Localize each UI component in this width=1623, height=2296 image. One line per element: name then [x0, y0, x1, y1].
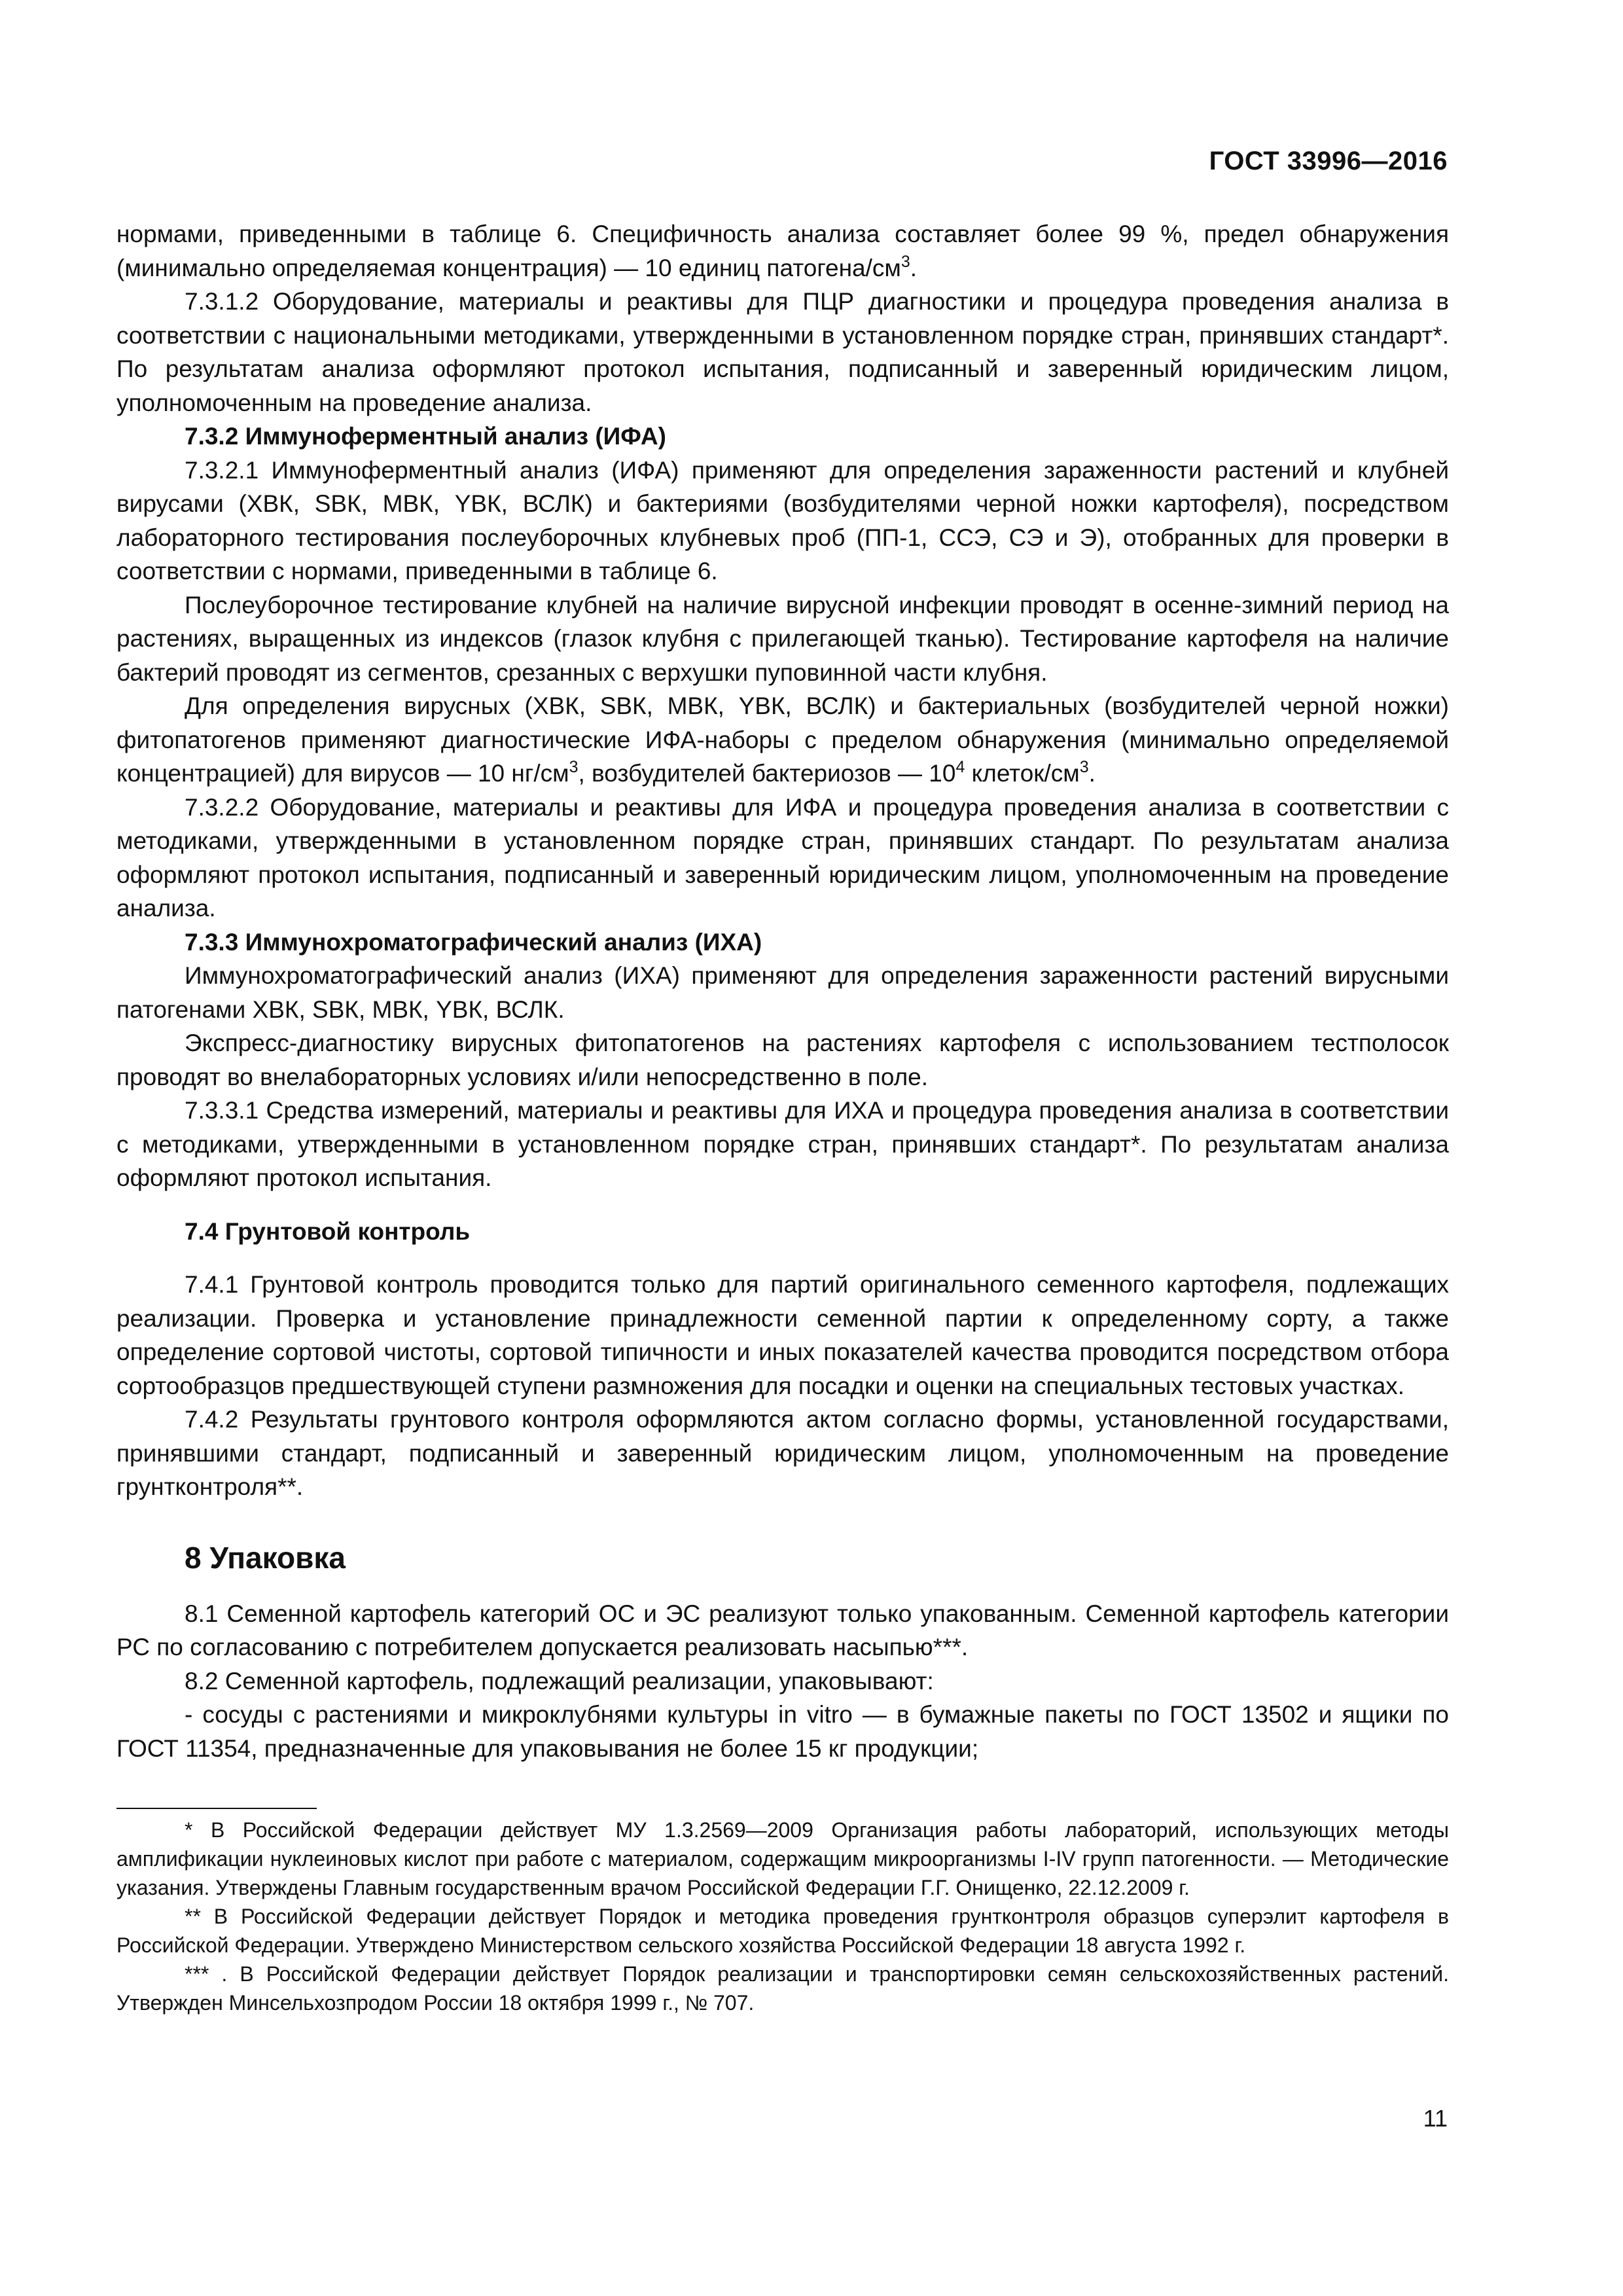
footnote-3: *** . В Российской Федерации действует Порядок реализации и транспортировки семян сельскохозяйственных растений. Утвержден Минсельхозпродом России 18 октября 1999 г., № 707.	[116, 1962, 1449, 2015]
superscript: 4	[955, 758, 965, 776]
footnote-divider	[116, 1808, 317, 1809]
paragraph-continuation	[116, 217, 1449, 285]
list-item-in-vitro: - сосуды с растениями и микроклубнями культуры in vitro — в бумажные пакеты по ГОСТ 13502 и ящики по ГОСТ 11354, предназначенные для упаковывания не более 15 кг продукции;	[116, 1701, 1449, 1762]
paragraph-8-2: 8.2 Семенной картофель, подлежащий реализации, упаковывают:	[185, 1667, 934, 1695]
heading-7-3-2: 7.3.2 Иммуноферментный анализ (ИФА)	[185, 423, 666, 450]
superscript: 3	[569, 758, 579, 776]
paragraph-express-diagnostics: Экспресс-диагностику вирусных фитопатогенов на растениях картофеля с использованием тестполосок проводят во внелабораторных условиях и/или непосредственно в поле.	[116, 1030, 1449, 1090]
paragraph-iha-definition: Иммунохроматографический анализ (ИХА) применяют для определения зараженности растений вирусными патогенами ХВК, SВК, МВК, YВК, ВСЛК.	[116, 962, 1449, 1023]
page-number: 11	[1423, 2105, 1448, 2132]
paragraph-post-harvest-testing: Послеуборочное тестирование клубней на наличие вирусной инфекции проводят в осенне-зимний период на растениях, выращенных из индексов (глазок клубня с прилегающей тканью). Тестирование картофеля на наличие бактерий проводят из сегментов, срезанных с верхушки пуповинной части клубня.	[116, 591, 1449, 686]
paragraph-text: Для определения вирусных (ХВК, SВК, МВК, YВК, ВСЛК) и бактериальных (возбудителей черной ножки) фитопатогенов применяют диагностические ИФА-наборы с пределом обнаружения (минимально определяемой концентрацией) для вирусов — 10 нг/см	[116, 692, 1449, 787]
footnote-2: ** В Российской Федерации действует Порядок и методика проведения грунтконтроля образцов суперэлит картофеля в Российской Федерации. Утверждено Министерством сельского хозяйства Российской Федерации 18 августа 1992 г.	[116, 1905, 1449, 1957]
footnote-1: * В Российской Федерации действует МУ 1.3.2569—2009 Организация работы лабораторий, использующих методы амплификации нуклеиновых кислот при работе с материалом, содержащим микроорганизмы I-IV групп патогенности. — Методические указания. Утверждены Главным государственным врачом Российской Федерации Г.Г. Онищенко, 22.12.2009 г.	[116, 1818, 1449, 1899]
paragraph-7-3-3-1: 7.3.3.1 Средства измерений, материалы и реактивы для ИХА и процедура проведения анализа в соответствии с методиками, утвержденными в установленном порядке стран, принявших стандарт*. По результатам анализа оформляют протокол испытания.	[116, 1097, 1449, 1191]
superscript: 3	[901, 252, 910, 271]
heading-7-4: 7.4 Грунтовой контроль	[185, 1217, 471, 1245]
paragraph-text: клеток/см	[965, 760, 1080, 787]
paragraph-detection-limits	[116, 689, 1449, 791]
paragraph-text: , возбудителей бактериозов — 10	[578, 760, 956, 787]
paragraph-7-4-2: 7.4.2 Результаты грунтового контроля оформляются актом согласно формы, установленной государствами, принявшими стандарт, подписанный и заверенный юридическим лицом, уполномоченным на проведение грунтконтроля**.	[116, 1406, 1449, 1500]
heading-7-3-3: 7.3.3 Иммунохроматографический анализ (ИХА)	[185, 928, 762, 956]
footnotes	[116, 1816, 1449, 2017]
paragraph-7-4-1: 7.4.1 Грунтовой контроль проводится только для партий оригинального семенного картофеля, подлежащих реализации. Проверка и установление принадлежности семенной партии к определенному сорту, а также определение сортовой чистоты, сортовой типичности и иных показателей качества проводится посредством отбора сортообразцов предшествующей ступени размножения для посадки и оценки на специальных тестовых участках.	[116, 1271, 1449, 1399]
paragraph-8-1: 8.1 Семенной картофель категорий ОС и ЭС реализуют только упакованным. Семенной картофель категории РС по согласованию с потребителем допускается реализовать насыпью***.	[116, 1600, 1449, 1660]
paragraph-7-3-1-2: 7.3.1.2 Оборудование, материалы и реактивы для ПЦР диагностики и процедура проведения анализа в соответствии с национальными методиками, утвержденными в установленном порядке стран, принявших стандарт*. По результатам анализа оформляют протокол испытания, подписанный и заверенный юридическим лицом, уполномоченным на проведение анализа.	[116, 288, 1449, 416]
paragraph-7-3-2-2: 7.3.2.2 Оборудование, материалы и реактивы для ИФА и процедура проведения анализа в соответствии с методиками, утвержденными в установленном порядке стран, принявших стандарт. По результатам анализа оформляют протокол испытания, подписанный и заверенный юридическим лицом, уполномоченным на проведение анализа.	[116, 793, 1449, 922]
paragraph-7-3-2-1: 7.3.2.1 Иммуноферментный анализ (ИФА) применяют для определения зараженности растений и клубней вирусами (ХВК, SВК, МВК, YВК, ВСЛК) и бактериями (возбудителями черной ножки картофеля), посредством лабораторного тестирования послеуборочных клубневых проб (ПП-1, ССЭ, СЭ и Э), отобранных для проверки в соответствии с нормами, приведенными в таблице 6.	[116, 456, 1449, 584]
paragraph-text: .	[910, 254, 918, 281]
heading-section-8: 8 Упаковка	[185, 1540, 346, 1575]
document-body	[116, 217, 1449, 1765]
paragraph-text: .	[1088, 760, 1096, 787]
paragraph-text: нормами, приведенными в таблице 6. Специфичность анализа составляет более 99 %, предел обнаружения (минимально определяемая концентрация) — 10 единиц патогена/см	[116, 221, 1449, 281]
superscript: 3	[1079, 758, 1089, 776]
document-header: ГОСТ 33996—2016	[1209, 147, 1448, 175]
